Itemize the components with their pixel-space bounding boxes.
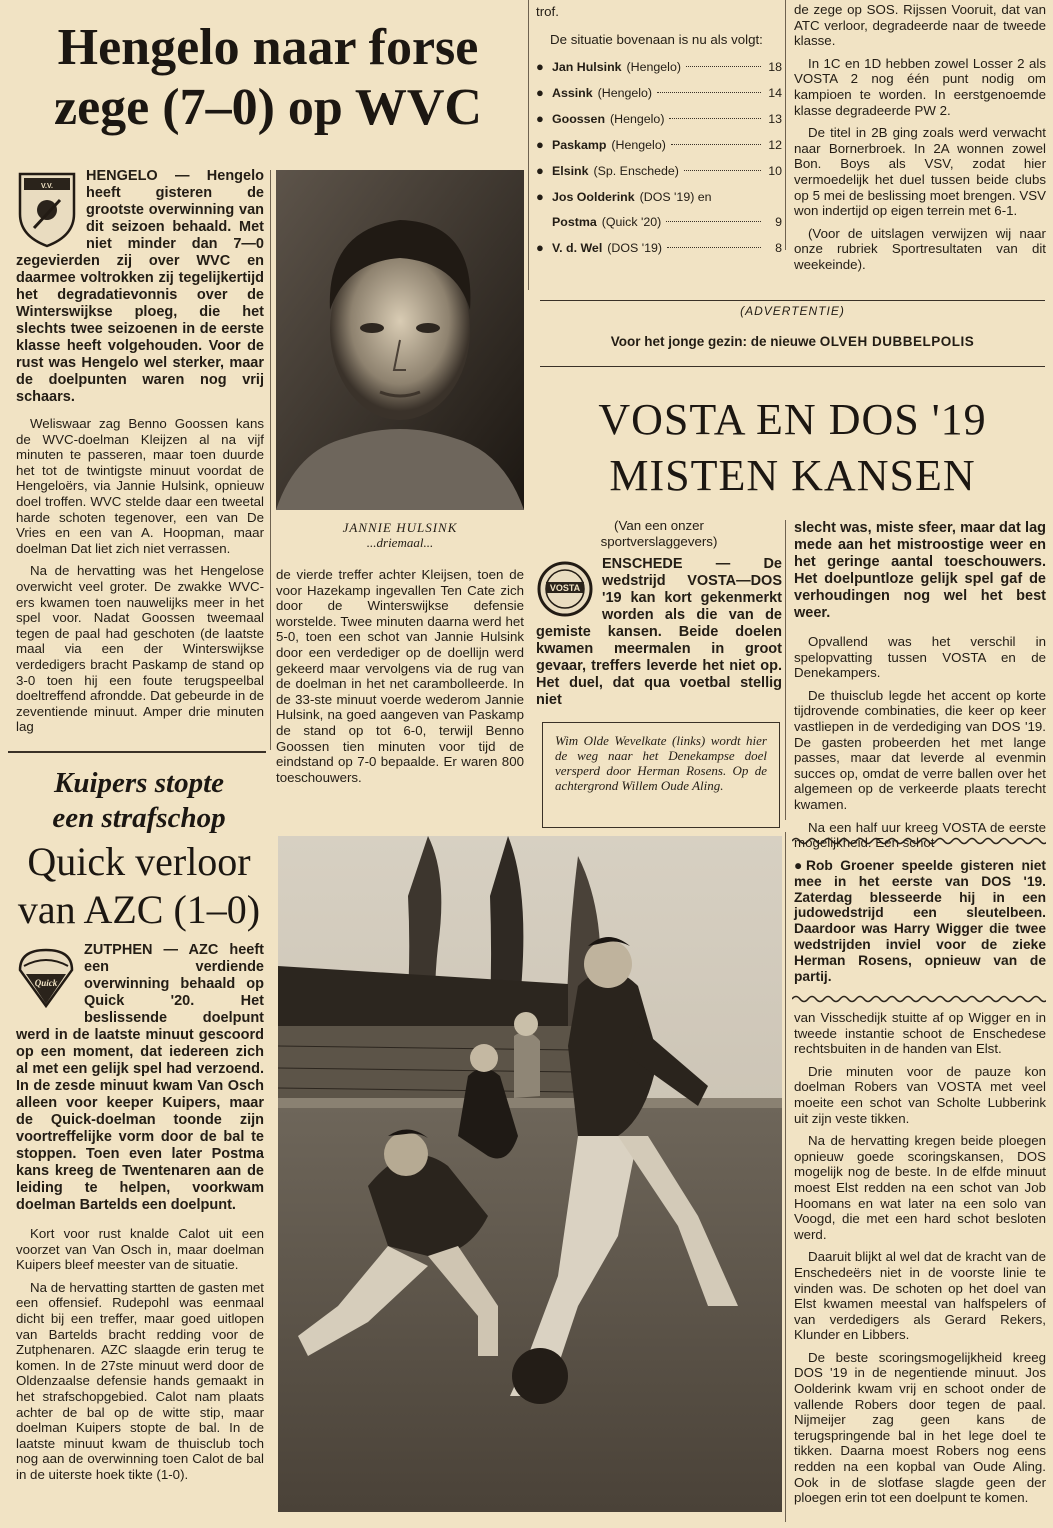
topscorer-name: Goossen bbox=[552, 112, 606, 127]
wavy-rule bbox=[792, 994, 1046, 1004]
topscorers-intro: De situatie bovenaan is nu als volgt: bbox=[550, 31, 763, 47]
hengelo-dateline: HENGELO — bbox=[86, 168, 190, 184]
section-rule bbox=[540, 366, 1045, 367]
column-rule bbox=[528, 0, 529, 290]
bullet-icon: ● bbox=[536, 189, 544, 205]
hengelo-lead: Hengelo heeft gisteren de grootste overwinning van dit seizoen behaald. Met niet minder dan 7—0 zegevierden zij over WVC en daarmee voltrokken zij tegelijkertijd het degradatievonnis over de Winterswijkse ploeg, die het slechts twee seizoenen in de eerste klasse heeft volgehouden. Voor de rust was Hengelo wel sterker, maar de doelpunten waren nog vrij schaars. bbox=[16, 168, 264, 405]
col4-top-paragraph: In 1C en 1D hebben zowel Losser 2 als VOSTA 2 nog één punt nodig om kampioen te worden. In eerstgenoemde klasse degradeerde PW 2. bbox=[794, 55, 1046, 118]
vosta-bottom-paragraph: Daaruit blijkt al wel dat de kracht van de Enschedeërs niet in de voorste linie te vinden was. De schoten op het doel van Elst kwamen meestal van halfspelers of van verdedigers als Gerard Rekers, Klunder en Libbers. bbox=[794, 1249, 1046, 1343]
quick-dateline: ZUTPHEN — bbox=[84, 942, 179, 958]
vosta-headline-line: VOSTA EN DOS '19 bbox=[598, 395, 987, 444]
column-rule bbox=[785, 0, 786, 250]
rob-groener-note bbox=[794, 858, 1046, 991]
vosta-byline: (Van een onzer sportverslaggevers) bbox=[600, 518, 718, 549]
vosta-bottom-paragraph: Drie minuten voor de pauze kon doelman Robers van VOSTA met veel moeite een schot van Scholte Lubberink uit zijn veste tikken. bbox=[794, 1063, 1046, 1126]
topscorer-goals: 14 bbox=[768, 86, 782, 101]
topscorer-name: Jos Oolderink bbox=[552, 190, 635, 205]
column-rule bbox=[785, 832, 786, 1522]
leader-dots bbox=[684, 170, 761, 171]
topscorer-name: Postma bbox=[552, 215, 597, 230]
svg-text:VOSTA: VOSTA bbox=[549, 583, 581, 594]
topscorer-row bbox=[536, 158, 782, 184]
section-rule bbox=[8, 751, 266, 753]
vosta-headline bbox=[540, 392, 1045, 504]
vosta-paragraph: Na een half uur kreeg VOSTA de eerste mogelijkheid. Een schot bbox=[794, 819, 1046, 851]
topscorer-row bbox=[536, 184, 782, 210]
topscorer-name: Elsink bbox=[552, 164, 589, 179]
vosta-bottom-paragraph: De beste scoringsmogelijkheid kreeg DOS '19 in de negentiende minuut. Jos Oolderink kwam vrij en schoot onder de vallende Robers door tegen de paal. Nijmeijer zag geen kans de terugspringende bal in het lege doel te tikken. Daarna moest Robers nog eens redden na een kopbal van Oude Aling. Ook in de slotfase slagde geen der ploegen erin tot een doelpunt te komen. bbox=[794, 1349, 1046, 1506]
quick-paragraph: Na de hervatting startten de gasten met een offensief. Rudepohl was eenmaal dicht bij een treffer, maar goed uitlopen van Bartelds bracht redding voor de Zutphenaren. AZC slaagde erin terug te komen. In de 27ste minuut werd door de Oldenzaalse defensie hands gemaakt in het strafschopgebied. Calot nam plaats achter de bal op de witte stip, maar doelman Kuipers stopte de bal. In de laatste minuut kwam de thuisclub toch nog aan de overwinning toen Calot de bal in de uiterste hoek tikte (1-0). bbox=[16, 1279, 264, 1482]
portrait-caption-name: JANNIE HULSINK bbox=[342, 520, 458, 535]
topscorer-club: (DOS '19) bbox=[607, 241, 662, 256]
topscorer-row bbox=[536, 80, 782, 106]
quick-lead: AZC heeft een verdiende overwinning behaald op Quick '20. Het beslissende doelpunt werd in de laatste minuut gescoord op een moment, dat iedereen zich al met een gelijk spel had verzoend. In de zesde minuut kwam Van Osch alleen voor keeper Kuipers, maar de Quick-doelman toonde zijn voortreffelijke vorm door de bal te stoppen. Toen even later Postma kans kreeg de Twentenaren aan de leiding te helpen, voorkwam doelman Bartelds een doelpunt. bbox=[16, 942, 264, 1213]
bullet-icon: ● bbox=[536, 163, 544, 179]
vosta-bottom-paragraph: van Visschedijk stuitte af op Wigger en in tweede instantie schoot de Enschedese rechtsbuiten in de handen van Elst. bbox=[794, 1010, 1046, 1057]
topscorer-goals: 12 bbox=[768, 138, 782, 153]
advert-label: (ADVERTENTIE) bbox=[740, 304, 845, 318]
topscorer-goals: 10 bbox=[768, 164, 782, 179]
leader-dots bbox=[669, 118, 761, 119]
topscorer-goals: 13 bbox=[768, 112, 782, 127]
portrait-caption bbox=[276, 520, 524, 550]
quick-crest bbox=[16, 944, 76, 1010]
svg-text:Quick: Quick bbox=[34, 978, 58, 988]
hengelo-paragraph: Weliswaar zag Benno Goossen kans de WVC-doelman Kleijzen al na vijf minuten te passeren, maar toen duurde het tot de twintigste minuut voordat de Hengeloërs, via Jannie Hulsink, opnieuw doel troffen. WVC stelde daar een tweetal harde schoten tegenover, een van De Vries en een van A. Hoopman, maar doelman Dat liet zich niet verrassen. bbox=[16, 416, 264, 556]
topscorer-club: (Hengelo) bbox=[626, 60, 681, 75]
topscorer-name: V. d. Wel bbox=[552, 241, 603, 256]
advert-brand: OLVEH DUBBELPOLIS bbox=[819, 334, 975, 349]
bullet-icon: ● bbox=[536, 59, 544, 75]
col4-top-paragraph: (Voor de uitslagen verwijzen wij naar onze rubriek Sportresultaten van dit weekeinde). bbox=[794, 225, 1046, 272]
topscorer-goals: 9 bbox=[775, 215, 782, 230]
vosta-paragraph: Opvallend was het verschil in spelopvatting tussen VOSTA en de Denekampers. bbox=[794, 634, 1046, 681]
leader-dots bbox=[657, 92, 761, 93]
topscorer-row bbox=[536, 132, 782, 158]
kuipers-kicker-line: een strafschop bbox=[52, 802, 226, 834]
rob-groener-text: Rob Groener speelde gisteren niet mee in het eerste van DOS '19. Zaterdag blesseerde hij in een judowedstrijd een sleutelbeen. Daardoor was Harry Wigger die twee wedstrijden inviel voor de zieke Herman Rosens, opnieuw van de partij. bbox=[794, 858, 1046, 984]
topscorer-name: Assink bbox=[552, 86, 593, 101]
vosta-dateline: ENSCHEDE — bbox=[602, 556, 731, 573]
vosta-paragraph: De thuisclub legde het accent op korte tijdrovende combinaties, die keer op keer vastliepen in de verdediging van DOS '19. De gasten probeerden het met lange passes, maar dat leverde al evenmin succes op, omdat de verre ballen over het algemeen op de verkeerde plaats terecht kwamen. bbox=[794, 687, 1046, 812]
bullet-icon: ● bbox=[794, 858, 803, 873]
topscorer-goals: 18 bbox=[768, 60, 782, 75]
quick-headline bbox=[8, 838, 270, 934]
topscorer-row bbox=[536, 235, 782, 261]
col4-top-article bbox=[794, 2, 1046, 280]
leader-dots bbox=[666, 221, 761, 222]
topscorer-club: (DOS '19) en bbox=[639, 190, 712, 205]
column-rule bbox=[785, 520, 786, 820]
kuipers-kicker bbox=[8, 766, 270, 836]
portrait-photo bbox=[276, 170, 524, 510]
bullet-icon: ● bbox=[536, 240, 544, 256]
col4-top-paragraph: De titel in 2B ging zoals werd verwacht naar Bornerbroek. In 2A wonnen zowel Bon. Boys als VSV, zodat hier vermoedelijk het duel tussen beide clubs op 5 mei de beslissing moet brengen. VSV won indertijd op eigen terrein met 6-1. bbox=[794, 125, 1046, 219]
topscorer-club: (Quick '20) bbox=[601, 215, 662, 230]
topscorer-list bbox=[536, 54, 782, 261]
leader-dots bbox=[671, 144, 761, 145]
match-photo-caption: Wim Olde Wevelkate (links) wordt hier de weg naar het Denekampse doel versperd door Herman Rosens. Op de achtergrond Willem Oude Aling. bbox=[555, 733, 767, 793]
topscorer-goals: 8 bbox=[775, 241, 782, 256]
topscorer-row bbox=[536, 54, 782, 80]
topscorer-club: (Hengelo) bbox=[597, 86, 653, 101]
advert-line bbox=[540, 334, 1045, 349]
svg-text:V.V.: V.V. bbox=[41, 183, 53, 190]
match-photo-caption-box bbox=[542, 722, 780, 828]
topscorer-club: (Hengelo) bbox=[611, 138, 666, 153]
vosta-bottom-paragraph: Na de hervatting kregen beide ploegen opnieuw goede scoringskansen, DOS mogelijk nog de beste. In de elfde minuut moest Elst redden na een schot van Job Hoomans en wat later na een solo van Voogd, die met een hard schot besloten werd. bbox=[794, 1133, 1046, 1242]
kuipers-kicker-line: Kuipers stopte bbox=[54, 767, 224, 799]
section-rule bbox=[540, 300, 1045, 301]
portrait-caption-sub: ...driemaal... bbox=[366, 535, 434, 550]
col4-top-paragraph: de zege op SOS. Rijssen Vooruit, dat van ATC verloor, degradeerde naar de tweede klasse. bbox=[794, 2, 1046, 49]
bullet-icon: ● bbox=[536, 111, 544, 127]
vosta-col4 bbox=[794, 520, 1046, 858]
wavy-rule bbox=[792, 836, 1046, 846]
vv-hengelo-crest bbox=[16, 170, 78, 248]
topscorers bbox=[536, 4, 782, 261]
topscorer-name: Jan Hulsink bbox=[552, 60, 622, 75]
vosta-crest bbox=[536, 560, 594, 618]
bullet-icon: ● bbox=[536, 85, 544, 101]
vosta-col4-bottom bbox=[794, 1010, 1046, 1513]
topscorer-row bbox=[536, 106, 782, 132]
hengelo-headline: Hengelo naar forse zege (7–0) op WVC bbox=[54, 19, 482, 136]
topscorer-row bbox=[536, 210, 782, 235]
vosta-headline-line: MISTEN KANSEN bbox=[609, 451, 976, 500]
hengelo-article bbox=[16, 168, 264, 742]
vosta-article bbox=[536, 518, 782, 716]
topscorer-club: (Hengelo) bbox=[610, 112, 665, 127]
quick-headline-line: Quick verloor bbox=[27, 839, 251, 884]
hengelo-paragraph: Na de hervatting was het Hengelose overwicht veel groter. De zwakke WVC-ers kwamen toen nauwelijks meer in het spel voor. Nadat Goossen tweemaal tegen de paal had geschoten (de laatste maal via een der Winterswijkse verdedigers bracht Paskamp de stand op 3-0 toen hij een foute terugspeelbal doeltreffend afrondde. Dat gebeurde in de zeventiende minuut. Amper drie minuten lag bbox=[16, 563, 264, 735]
topscorers-tail: trof. bbox=[536, 4, 559, 19]
topscorer-club: (Sp. Enschede) bbox=[593, 164, 679, 179]
vosta-lead: De wedstrijd VOSTA—DOS '19 kan kort gekenmerkt worden als die van de gemiste kansen. Beide doelen kwamen meermalen in groot gevaar, treffers leverde het niet op. Het duel, dat qua voetbal stellig niet bbox=[536, 556, 782, 709]
quick-article bbox=[16, 942, 264, 1490]
vosta-lead-continued: slecht was, miste sfeer, maar dat lag mede aan het mistroostige weer en het geringe aantal toeschouwers. Het doelpuntloze gelijk spel gaf de verhoudingen nog wel het best weer. bbox=[794, 520, 1046, 621]
quick-headline-line: van AZC (1–0) bbox=[17, 887, 261, 932]
match-photo bbox=[278, 836, 782, 1512]
bullet-icon: ● bbox=[536, 137, 544, 153]
hengelo-continuation-text: de vierde treffer achter Kleijsen, toen de voor Hazekamp ingevallen Ten Cate zich door de Winterswijkse defensie worstelde. Twee minuten daarna werd het 5-0, toen een schot van Jannie Hulsink door een verdediger op de doellijn werd gekeerd maar vervolgens via de rug van de doelman in het net carambolleerde. In de 33-ste minuut voerde wederom Jannie Hulsink, na goed aangeven van Paskamp de stand op tot 6-0, terwijl Benno Goossen tien minuten voor tijd de eindstand op 7-0 bepaalde. Er waren 800 toeschouwers. bbox=[276, 567, 524, 785]
topscorer-name: Paskamp bbox=[552, 138, 607, 153]
hengelo-continuation bbox=[276, 567, 524, 792]
column-rule bbox=[270, 170, 271, 750]
quick-paragraph: Kort voor rust knalde Calot uit een voorzet van Van Osch in, maar doelman Kuipers bleef meester van de situatie. bbox=[16, 1226, 264, 1273]
leader-dots bbox=[686, 66, 761, 67]
leader-dots bbox=[667, 247, 761, 248]
advert-text: Voor het jonge gezin: de nieuwe bbox=[610, 334, 820, 349]
